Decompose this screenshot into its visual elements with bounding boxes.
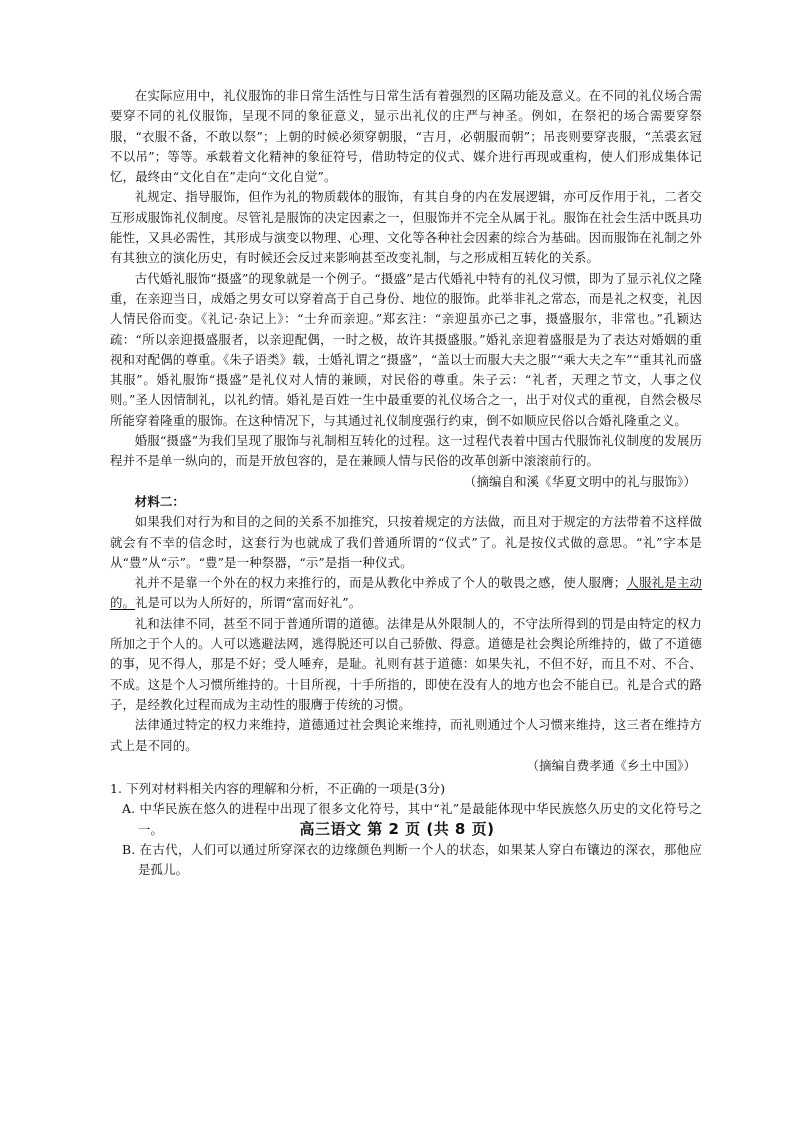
material1-paragraph-4: 婚服“摄盛”为我们呈现了服饰与礼制相互转化的过程。这一过程代表着中国古代服饰礼仪制度的发展历程并不是单一纵向的，而是开放包容的，是在兼顾人情与民俗的改革创新中滚滚前行的。	[110, 433, 702, 469]
material1-paragraph-2: 礼规定、指导服饰，但作为礼的物质载体的服饰，有其自身的内在发展逻辑，亦可反作用于礼，二者交互形成服饰礼仪制度。尽管礼是服饰的决定因素之一，但服饰并不完全从属于礼。服饰在社会生活中既具功能性，又具必需性，其形成与演变以物理、心理、文化等各种社会因素的综合为基础。因而服饰在礼制之外有其独立的演化历史，有时候还会反过来影响甚至改变礼制，与之形成相互转化的关系。	[110, 189, 702, 266]
page-content	[110, 86, 702, 881]
material1-paragraph-3: 古代婚礼服饰“摄盛”的现象就是一个例子。“摄盛”是古代婚礼中特有的礼仪习惯，即为了显示礼仪之隆重，在亲迎当日，成婚之男女可以穿着高于自己身份、地位的服饰。此举非礼之常态，而是礼之权变，礼因人情民俗而变。《礼记·杂记上》：“士弁而亲迎。”郑玄注：“亲迎虽亦己之事，摄盛服尔，非常也。”孔颖达疏：“所以亲迎摄盛服者，以亲迎配偶，一时之极，故许其摄盛服。”婚礼亲迎着盛服是为了表达对婚姻的重视和对配偶的尊重。《朱子语类》载，士婚礼谓之“摄盛”，“盖以士而服大夫之服”“乘大夫之车”“重其礼而盛其服”。婚礼服饰“摄盛”是礼仪对人情的兼顾，对民俗的尊重。朱子云：“礼者，天理之节文，人事之仪则。”圣人因情制礼，以礼约情。婚礼是百姓一生中最重要的礼仪场合之一，出于对仪式的重视，自然会极尽所能穿着隆重的服饰。在这种情况下，与其通过礼仪制度强行约束，倒不如顺应民俗以合婚礼隆重之义。	[110, 270, 702, 428]
material1-source: （摘编自和溪《华夏文明中的礼与服饰》）	[463, 473, 696, 489]
underlined-sentence: 人服礼是主动的。	[110, 575, 702, 611]
material2-paragraph-2	[110, 573, 702, 614]
question-stem: 1. 下列对材料相关内容的理解和分析，不正确的一项是(3分)	[110, 781, 446, 797]
material2-paragraph-4: 法律通过特定的权力来维持，道德通过社会舆论来维持，而礼则通过个人习惯来维持，这三者在维持方式上是不同的。	[110, 717, 702, 753]
question-option-b: B. 在古代，人们可以通过所穿深衣的边缘颜色判断一个人的状态，如果某人穿白布镶边的深衣，那他应是孤儿。	[122, 841, 702, 878]
material2-paragraph-2-tail: 礼是可以为人所好的，所谓“富而好礼”。	[135, 595, 362, 611]
material2-paragraph-1: 如果我们对行为和目的之间的关系不加推究，只按着规定的方法做，而且对于规定的方法带着不这样做就会有不幸的信念时，这套行为也就成了我们普通所谓的“仪式”了。礼是按仪式做的意思。“礼”字本是从“豊”从“示”。“豊”是一种祭器，“示”是指一种仪式。	[110, 514, 702, 570]
material2-paragraph-3: 礼和法律不同，甚至不同于普通所谓的道德。法律是从外限制人的，不守法所得到的罚是由特定的权力所加之于个人的。人可以逃避法网，逃得脱还可以自己骄傲、得意。道德是社会舆论所维持的，做了不道德的事，见不得人，那是不好；受人唾弃，是耻。礼则有甚于道德：如果失礼，不但不好，而且不对、不合、不成。这是个人习惯所维持的。十目所视，十手所指的，即使在没有人的地方也会不能自已。礼是合式的路子，是经教化过程而成为主动性的服膺于传统的习惯。	[110, 615, 702, 712]
material1-paragraph-1: 在实际应用中，礼仪服饰的非日常生活性与日常生活有着强烈的区隔功能及意义。在不同的礼仪场合需要穿不同的礼仪服饰，呈现不同的象征意义，显示出礼仪的庄严与神圣。例如，在祭祀的场合需要穿祭服，“衣服不备，不敢以祭”；上朝的时候必须穿朝服，“吉月，必朝服而朝”；吊丧则要穿丧服，“羔裘玄冠不以吊”；等等。承载着文化精神的象征符号，借助特定的仪式、媒介进行再现或重构，使人们形成集体记忆，最终由“文化自在”走向“文化自觉”。	[110, 88, 702, 185]
question-option-a: A. 中华民族在悠久的进程中出现了很多文化符号，其中“礼”是最能体现中华民族悠久历史的文化符号之一。	[122, 801, 702, 837]
material2-paragraph-2-text: 礼并不是靠一个外在的权力来推行的，而是从教化中养成了个人的敬畏之感，使人服膺；	[134, 575, 627, 591]
page-footer: 高三语文 第 2 页 (共 8 页)	[299, 820, 495, 838]
material2-source: （摘编自费孝通《乡土中国》）	[526, 757, 696, 773]
material2-heading: 材料二：	[134, 493, 185, 509]
